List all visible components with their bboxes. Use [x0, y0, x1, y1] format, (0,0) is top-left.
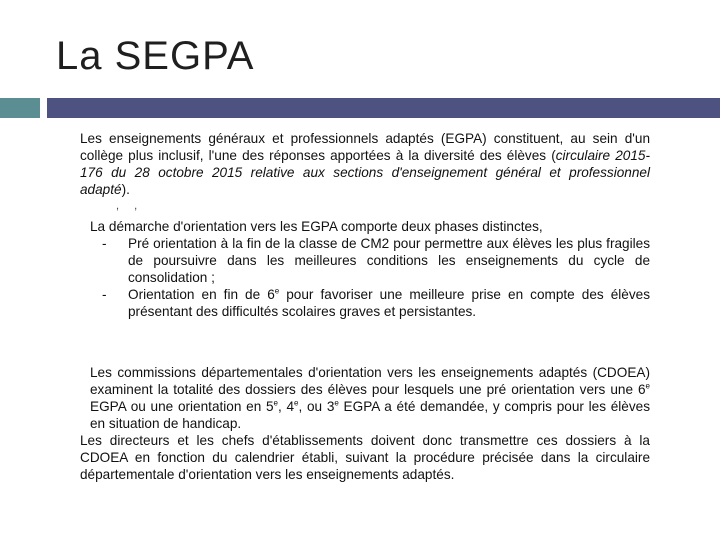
intro-paragraph — [80, 130, 650, 198]
ordinal-sup: e — [294, 398, 299, 408]
commissions-text: Les commissions départementales d'orientation vers les enseignements adaptés (CDOEA) examinent la totalité des dossiers des élèves pour lesquels une pré orientation vers une 6 — [90, 365, 650, 397]
directors-paragraph: Les directeurs et les chefs d'établissements doivent donc transmettre ces dossiers à la CDOEA en fonction du calendrier établi, suivant la procédure précisée dans la circulaire départementale d'orientation vers les enseignements adaptés. — [80, 433, 650, 482]
commissions-text: , ou 3 — [298, 399, 335, 414]
commissions-text: EGPA ou une orientation en 5 — [90, 399, 274, 414]
phase-text: Orientation en fin de 6 — [128, 287, 275, 302]
accent-bar-teal — [0, 98, 40, 118]
commissions-paragraph — [90, 364, 650, 432]
commissions-text: , 4 — [277, 399, 295, 414]
ordinal-sup: e — [274, 286, 280, 296]
scan-artifact: , , — [116, 200, 144, 212]
phase-text: Pré orientation à la fin de la classe de CM2 pour permettre aux élèves les plus fragiles de poursuivre dans les meilleures conditions les enseignements du cycle de consolidation ; — [128, 236, 650, 285]
slide-title: La SEGPA — [56, 34, 255, 78]
intro-closing: ). — [121, 182, 130, 197]
ordinal-sup: e — [273, 398, 278, 408]
dash-bullet: - — [102, 287, 107, 302]
accent-bar-navy — [47, 98, 720, 118]
phases-list — [102, 235, 650, 320]
scanned-document — [80, 130, 650, 483]
circular-citation: circulaire 2015-176 du 28 octobre 2015 relative aux sections d'enseignement général et professionnel adapté — [80, 148, 650, 197]
phase-text-cont: pour favoriser une meilleure prise en compte des élèves présentant des difficultés scolaires graves et persistantes. — [128, 287, 650, 319]
commissions-text: EGPA a été demandée, y compris pour les élèves en situation de handicap. — [90, 399, 650, 431]
dash-bullet: - — [102, 236, 107, 251]
list-item — [102, 286, 650, 320]
ordinal-sup: e — [334, 398, 339, 408]
intro-text: Les enseignements généraux et professionnels adaptés (EGPA) constituent, au sein d'un collège plus inclusif, l'une des réponses apportées à la diversité des élèves ( — [80, 131, 650, 163]
list-item — [102, 235, 650, 286]
ordinal-sup: e — [645, 381, 650, 391]
phases-heading: La démarche d'orientation vers les EGPA comporte deux phases distinctes, — [90, 219, 543, 234]
